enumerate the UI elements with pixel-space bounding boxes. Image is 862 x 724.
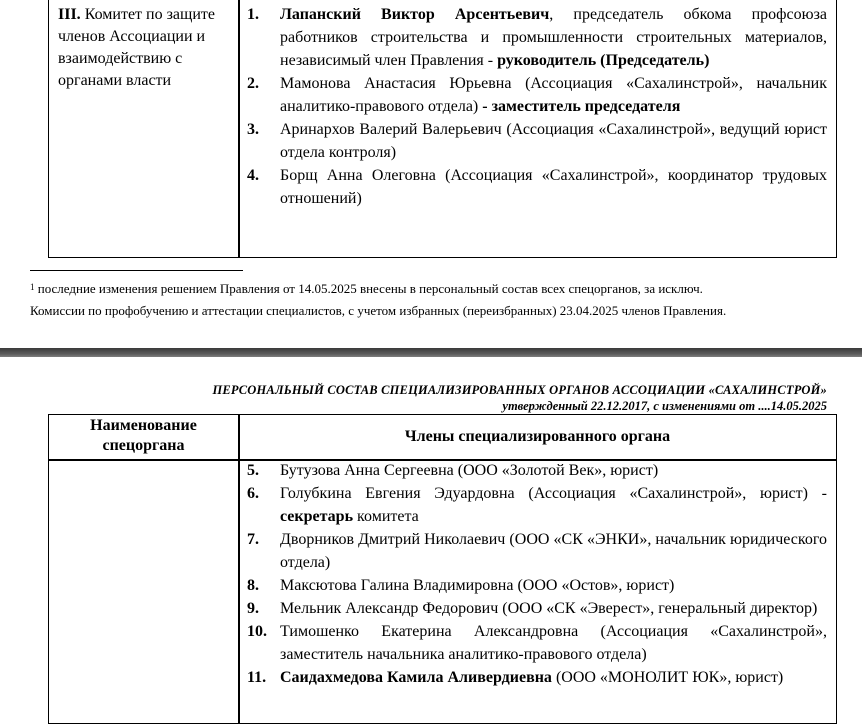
item-number: 9. (247, 600, 259, 617)
list-item (247, 459, 827, 482)
list-item (247, 574, 827, 597)
footnote-separator (30, 270, 243, 271)
list-item (247, 620, 827, 666)
list-item (247, 482, 827, 528)
committee-name-cell (58, 4, 233, 92)
list-item (247, 666, 827, 689)
item-number: 6. (247, 485, 259, 502)
member-role: руководитель (Председатель) (497, 52, 710, 69)
committee-name: Комитет по защите членов Ассоциации и взаимодействию с органами власти (58, 6, 215, 89)
item-number: 8. (247, 577, 259, 594)
item-number: 1. (247, 6, 259, 23)
committee-table-top (48, 0, 837, 258)
column-header-members: Члены специализированного органа (404, 428, 671, 445)
list-item (247, 118, 827, 164)
list-item (247, 3, 827, 72)
column-header-name: Наименование спецоргана (90, 417, 197, 454)
item-number: 11. (247, 669, 267, 686)
members-list-bottom (247, 459, 827, 689)
item-number: 2. (247, 75, 259, 92)
member-role: секретарь (280, 508, 354, 525)
item-number: 4. (247, 167, 259, 184)
document-page-top (0, 0, 862, 350)
member-details: (ООО «МОНОЛИТ ЮК», юрист) (551, 669, 784, 686)
page-subtitle: утвержденный 22.12.2017, с изменениями от ....14.05.2025 (502, 399, 827, 413)
member-role: - заместитель председателя (482, 98, 681, 115)
member-details: Мельник Александр Федорович (ООО «СК «Эверест», генеральный директор) (280, 600, 818, 617)
list-item (247, 164, 827, 210)
member-details-tail: комитета (353, 508, 419, 525)
list-item (247, 72, 827, 118)
member-details: Борщ Анна Олеговна (Ассоциация «Сахалинстрой», координатор трудовых отношений) (280, 167, 827, 207)
member-details: Голубкина Евгения Эдуардовна (Ассоциация «Сахалинстрой», юрист) - (280, 485, 827, 502)
member-details: Аринархов Валерий Валерьевич (Ассоциация «Сахалинстрой», ведущий юрист отдела контроля) (280, 121, 827, 161)
list-item (247, 597, 827, 620)
footnote-line: Комиссии по профобучению и аттестации специалистов, с учетом избранных (переизбранных) 23.04.2025 членов Правления. (30, 303, 727, 318)
list-item (247, 528, 827, 574)
item-number: 5. (247, 462, 259, 479)
page-title: ПЕРСОНАЛЬНЫЙ СОСТАВ СПЕЦИАЛИЗИРОВАННЫХ ОРГАНОВ АССОЦИАЦИИ «САХАЛИНСТРОЙ» (212, 383, 827, 397)
committee-table-bottom (48, 414, 837, 724)
footnote-line: последние изменения решением Правления от 14.05.2025 внесены в персональный состав всех спецорганов, за исключ. (34, 281, 703, 296)
item-number: 7. (247, 531, 259, 548)
member-details: Бутузова Анна Сергеевна (ООО «Золотой Век», юрист) (280, 462, 659, 479)
member-details: Максютова Галина Владимировна (ООО «Остов», юрист) (280, 577, 675, 594)
footnote (30, 278, 830, 322)
member-name: Саидахмедова Камила Аливердиевна (280, 669, 552, 686)
column-divider (238, 415, 240, 723)
members-list-top (247, 3, 827, 210)
item-number: 3. (247, 121, 259, 138)
member-details: Дворников Дмитрий Николаевич (ООО «СК «ЭНКИ», начальник юридического отдела) (280, 531, 827, 571)
member-details: Мамонова Анастасия Юрьевна (Ассоциация «Сахалинстрой», начальник аналитико-правового отдела) (280, 75, 827, 115)
member-details: , председатель обкома профсоюза работников строительства и промышленности строительных материалов, независимый член Правления - (280, 6, 828, 69)
column-divider (238, 0, 240, 257)
member-details: Тимошенко Екатерина Александровна (Ассоциация «Сахалинстрой», заместитель начальника аналитико-правового отдела) (280, 623, 827, 663)
item-number: 10. (247, 623, 267, 640)
document-page-bottom (0, 357, 862, 717)
member-name: Лапанский Виктор Арсентьевич (280, 6, 550, 23)
committee-number: III. (58, 6, 81, 23)
footnote-marker: 1 (30, 282, 35, 292)
